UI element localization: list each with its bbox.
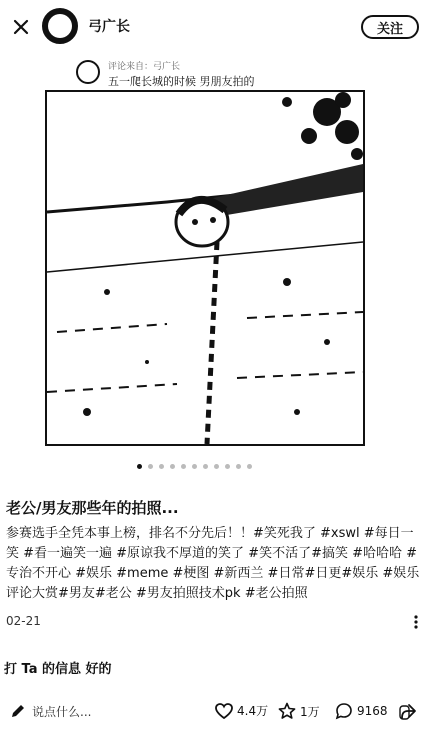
caption-text: 五一爬长城的时候 男朋友拍的: [108, 75, 255, 88]
carousel-dot: [203, 464, 208, 469]
greeting-text: 打 Ta 的信息 好的: [4, 662, 112, 677]
close-icon: [8, 14, 34, 40]
post-date: 02-21: [6, 614, 41, 628]
comment-button[interactable]: [335, 702, 388, 720]
follow-button[interactable]: 关注: [361, 15, 419, 39]
close-button[interactable]: [8, 14, 34, 40]
carousel-dot: [148, 464, 153, 469]
carousel-dot: [159, 464, 164, 469]
carousel-dot: [236, 464, 241, 469]
comment-input[interactable]: [10, 696, 206, 726]
post-photo[interactable]: [45, 90, 365, 446]
post-header: [0, 0, 427, 56]
photo-illustration: [47, 92, 363, 444]
carousel-dot: [181, 464, 186, 469]
like-count: 4.4万: [237, 704, 269, 718]
carousel-dot: [137, 464, 142, 469]
more-options-button[interactable]: [410, 614, 422, 633]
post-body: 参赛选手全凭本事上榜，排名不分先后！！#笑死我了 #xswl #每日一笑 #看一遍笑一遍 #原谅我不厚道的笑了 #笑不活了#搞笑 #哈哈哈 #专治不开心 #娱乐 #meme #梗图 #新西兰 #日常#日更#娱乐 #娱乐评论大赏#男友#老公 #男友拍照技术pk #老公拍照: [6, 526, 420, 601]
carousel-dot: [192, 464, 197, 469]
carousel-dot: [247, 464, 252, 469]
bottom-action-bar: [0, 692, 427, 730]
comment-count: 9168: [357, 704, 388, 718]
post-title: 老公/男友那些年的拍照...: [6, 499, 179, 517]
pencil-icon: [10, 703, 26, 719]
collect-count: 1万: [300, 704, 320, 719]
like-button[interactable]: [215, 702, 268, 719]
author-name[interactable]: 弓广长: [88, 19, 130, 35]
caption-small-name: 评论来自：弓广长: [108, 62, 181, 72]
heart-icon: [215, 703, 233, 719]
carousel-dot: [214, 464, 219, 469]
caption-avatar: [76, 60, 100, 84]
more-dots-icon: [410, 615, 422, 629]
comment-placeholder: 说点什么...: [32, 704, 92, 719]
share-button[interactable]: [398, 702, 418, 722]
carousel-indicator: [137, 464, 252, 469]
share-icon: [398, 702, 418, 722]
star-icon: [278, 702, 296, 720]
carousel-dot: [170, 464, 175, 469]
comment-bubble-icon: [335, 702, 353, 720]
collect-button[interactable]: [278, 702, 320, 720]
avatar[interactable]: [42, 8, 78, 44]
carousel-dot: [225, 464, 230, 469]
post-image-carousel[interactable]: [0, 56, 427, 476]
